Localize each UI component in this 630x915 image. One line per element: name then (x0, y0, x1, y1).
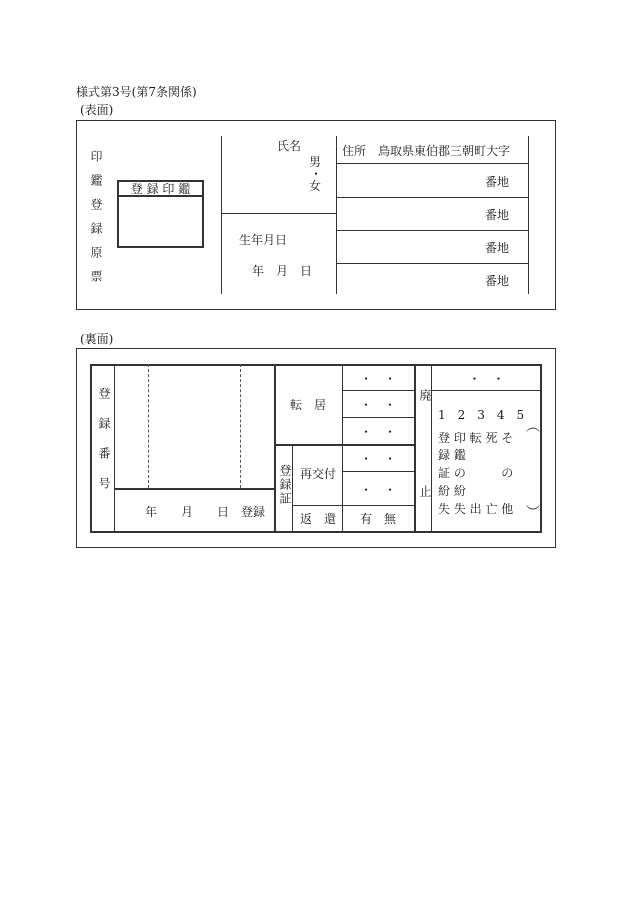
banchi-2: 番地 (485, 208, 510, 222)
address-line-1 (336, 163, 528, 164)
address-line-4 (336, 263, 528, 264)
return-divider (292, 505, 414, 506)
move-label: 転 居 (290, 398, 327, 412)
sex-female: 女 (309, 179, 322, 193)
name-label: 氏名 (277, 139, 302, 153)
return-value: 有 無 (359, 512, 396, 526)
front-divider-2 (336, 136, 337, 294)
move-date-3: ・ ・ (359, 425, 396, 439)
move-date-1: ・ ・ (359, 372, 396, 386)
back-divider-1 (114, 364, 115, 533)
sex-dot: ・ (310, 167, 323, 181)
move-line-2 (342, 417, 414, 418)
reason-row-1: 登 印 転 死 そ (438, 431, 514, 445)
form-title: 様式第3号(第7条関係) (76, 85, 197, 99)
reason-row-4: 紛 紛 (438, 484, 466, 498)
abolish-date: ・ ・ (468, 372, 505, 386)
banchi-3: 番地 (485, 241, 510, 255)
reissue-date-1: ・ ・ (359, 452, 396, 466)
cert-divider (274, 444, 414, 446)
cert-inner-divider (292, 444, 293, 533)
back-divider-2 (274, 364, 276, 533)
back-side-label: (裏面) (80, 332, 114, 346)
reg-dash-1 (148, 364, 149, 488)
reason-row-5: 失 失 出 亡 他 (438, 502, 514, 516)
front-divider-3 (528, 136, 529, 294)
front-divider-1 (221, 136, 222, 294)
move-date-2: ・ ・ (359, 398, 396, 412)
birth-label: 生年月日 (239, 233, 288, 247)
back-divider-4 (414, 364, 416, 533)
reg-date-divider (114, 488, 274, 490)
reissue-line (342, 471, 414, 472)
sex-male: 男 (309, 155, 322, 169)
reissue-date-2: ・ ・ (359, 483, 396, 497)
banchi-1: 番地 (485, 175, 510, 189)
birth-units: 年 月 日 (252, 264, 313, 278)
reissue-label: 再交付 (300, 467, 337, 481)
reg-date-units: 年 月 日 登録 (145, 505, 266, 519)
abolish-date-line (431, 390, 542, 391)
return-label: 返 還 (300, 512, 337, 526)
reason-row-2: 録 鑑 (438, 448, 466, 462)
address-line-3 (336, 230, 528, 231)
reason-row-3: 証 の の (438, 466, 514, 480)
reason-paren-close: ︶ (526, 505, 540, 521)
address-label: 住所 鳥取県東伯郡三朝町大字 (342, 144, 511, 158)
banchi-4: 番地 (485, 274, 510, 288)
move-line-1 (342, 390, 414, 391)
seal-box-title: 登 録 印 鑑 (130, 182, 191, 196)
reg-number-label: 登録番号 (97, 387, 111, 507)
reason-paren-open: ︵ (526, 419, 540, 435)
front-side-title: 印鑑登録原票 (89, 150, 103, 294)
abolish-label: 廃止 (418, 389, 432, 581)
front-side-label: (表面) (80, 103, 114, 117)
reason-numbers: 1 2 3 4 5 (438, 408, 525, 422)
name-birth-divider (221, 213, 336, 214)
address-line-2 (336, 197, 528, 198)
cert-label: 登録証 (278, 464, 292, 506)
reg-dash-2 (240, 364, 241, 488)
